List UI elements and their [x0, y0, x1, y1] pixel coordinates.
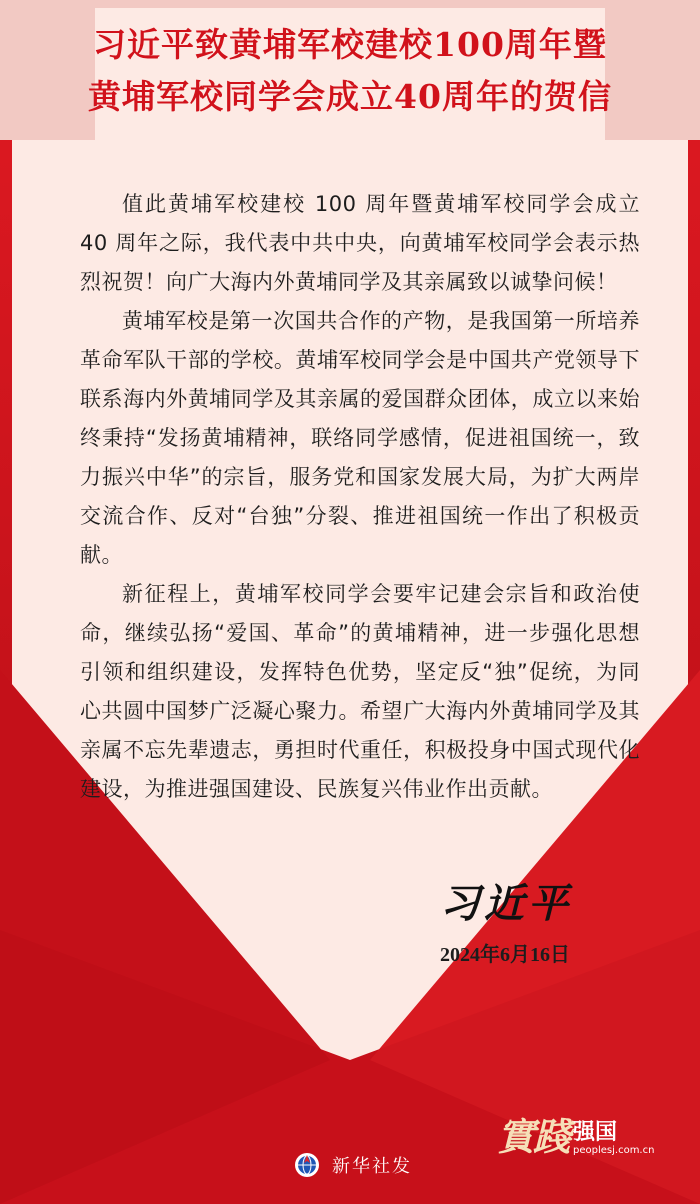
letter-paragraph: 黄埔军校是第一次国共合作的产物，是我国第一所培养革命军队干部的学校。黄埔军校同学会是中国共产党领导下联系海内外黄埔同学及其亲属的爱国群众团体，成立以来始终秉持“发扬黄埔精神，联络同学感情，促进祖国统一，致力振兴中华”的宗旨，服务党和国家发展大局，为扩大两岸交流合作、反对“台独”分裂、推进祖国统一作出了积极贡献。	[80, 309, 640, 567]
signature: 习近平	[440, 880, 572, 927]
brand-logo	[497, 1108, 655, 1159]
letter-body	[80, 185, 640, 809]
agency-name: 新华社发	[332, 1156, 412, 1177]
xinhua-globe-icon	[294, 1152, 320, 1178]
letter-paragraph: 值此黄埔军校建校 100 周年暨黄埔军校同学会成立 40 周年之际，我代表中共中央，向黄埔军校同学会表示热烈祝贺！向广大海内外黄埔同学及其亲属致以诚挚问候！	[80, 192, 640, 294]
letter-date: 2024年6月16日	[440, 944, 570, 966]
page-title-line-1: 习近平致黄埔军校建校100周年暨	[93, 25, 607, 64]
brand-url: peoplesj.com.cn	[573, 1145, 655, 1156]
page-title-line-2: 黄埔军校同学会成立40周年的贺信	[88, 77, 612, 116]
letter-paragraph: 新征程上，黄埔军校同学会要牢记建会宗旨和政治使命，继续弘扬“爱国、革命”的黄埔精神，进一步强化思想引领和组织建设，发挥特色优势，坚定反“独”促统，为同心共圆中国梦广泛凝心聚力。希望广大海内外黄埔同学及其亲属不忘先辈遗志，勇担时代重任，积极投身中国式现代化建设，为推进强国建设、民族复兴伟业作出贡献。	[80, 582, 640, 801]
agency-credit	[294, 1152, 412, 1178]
brand-name: 强国	[573, 1119, 618, 1145]
brand-calligraphy: 實踐	[497, 1114, 570, 1159]
